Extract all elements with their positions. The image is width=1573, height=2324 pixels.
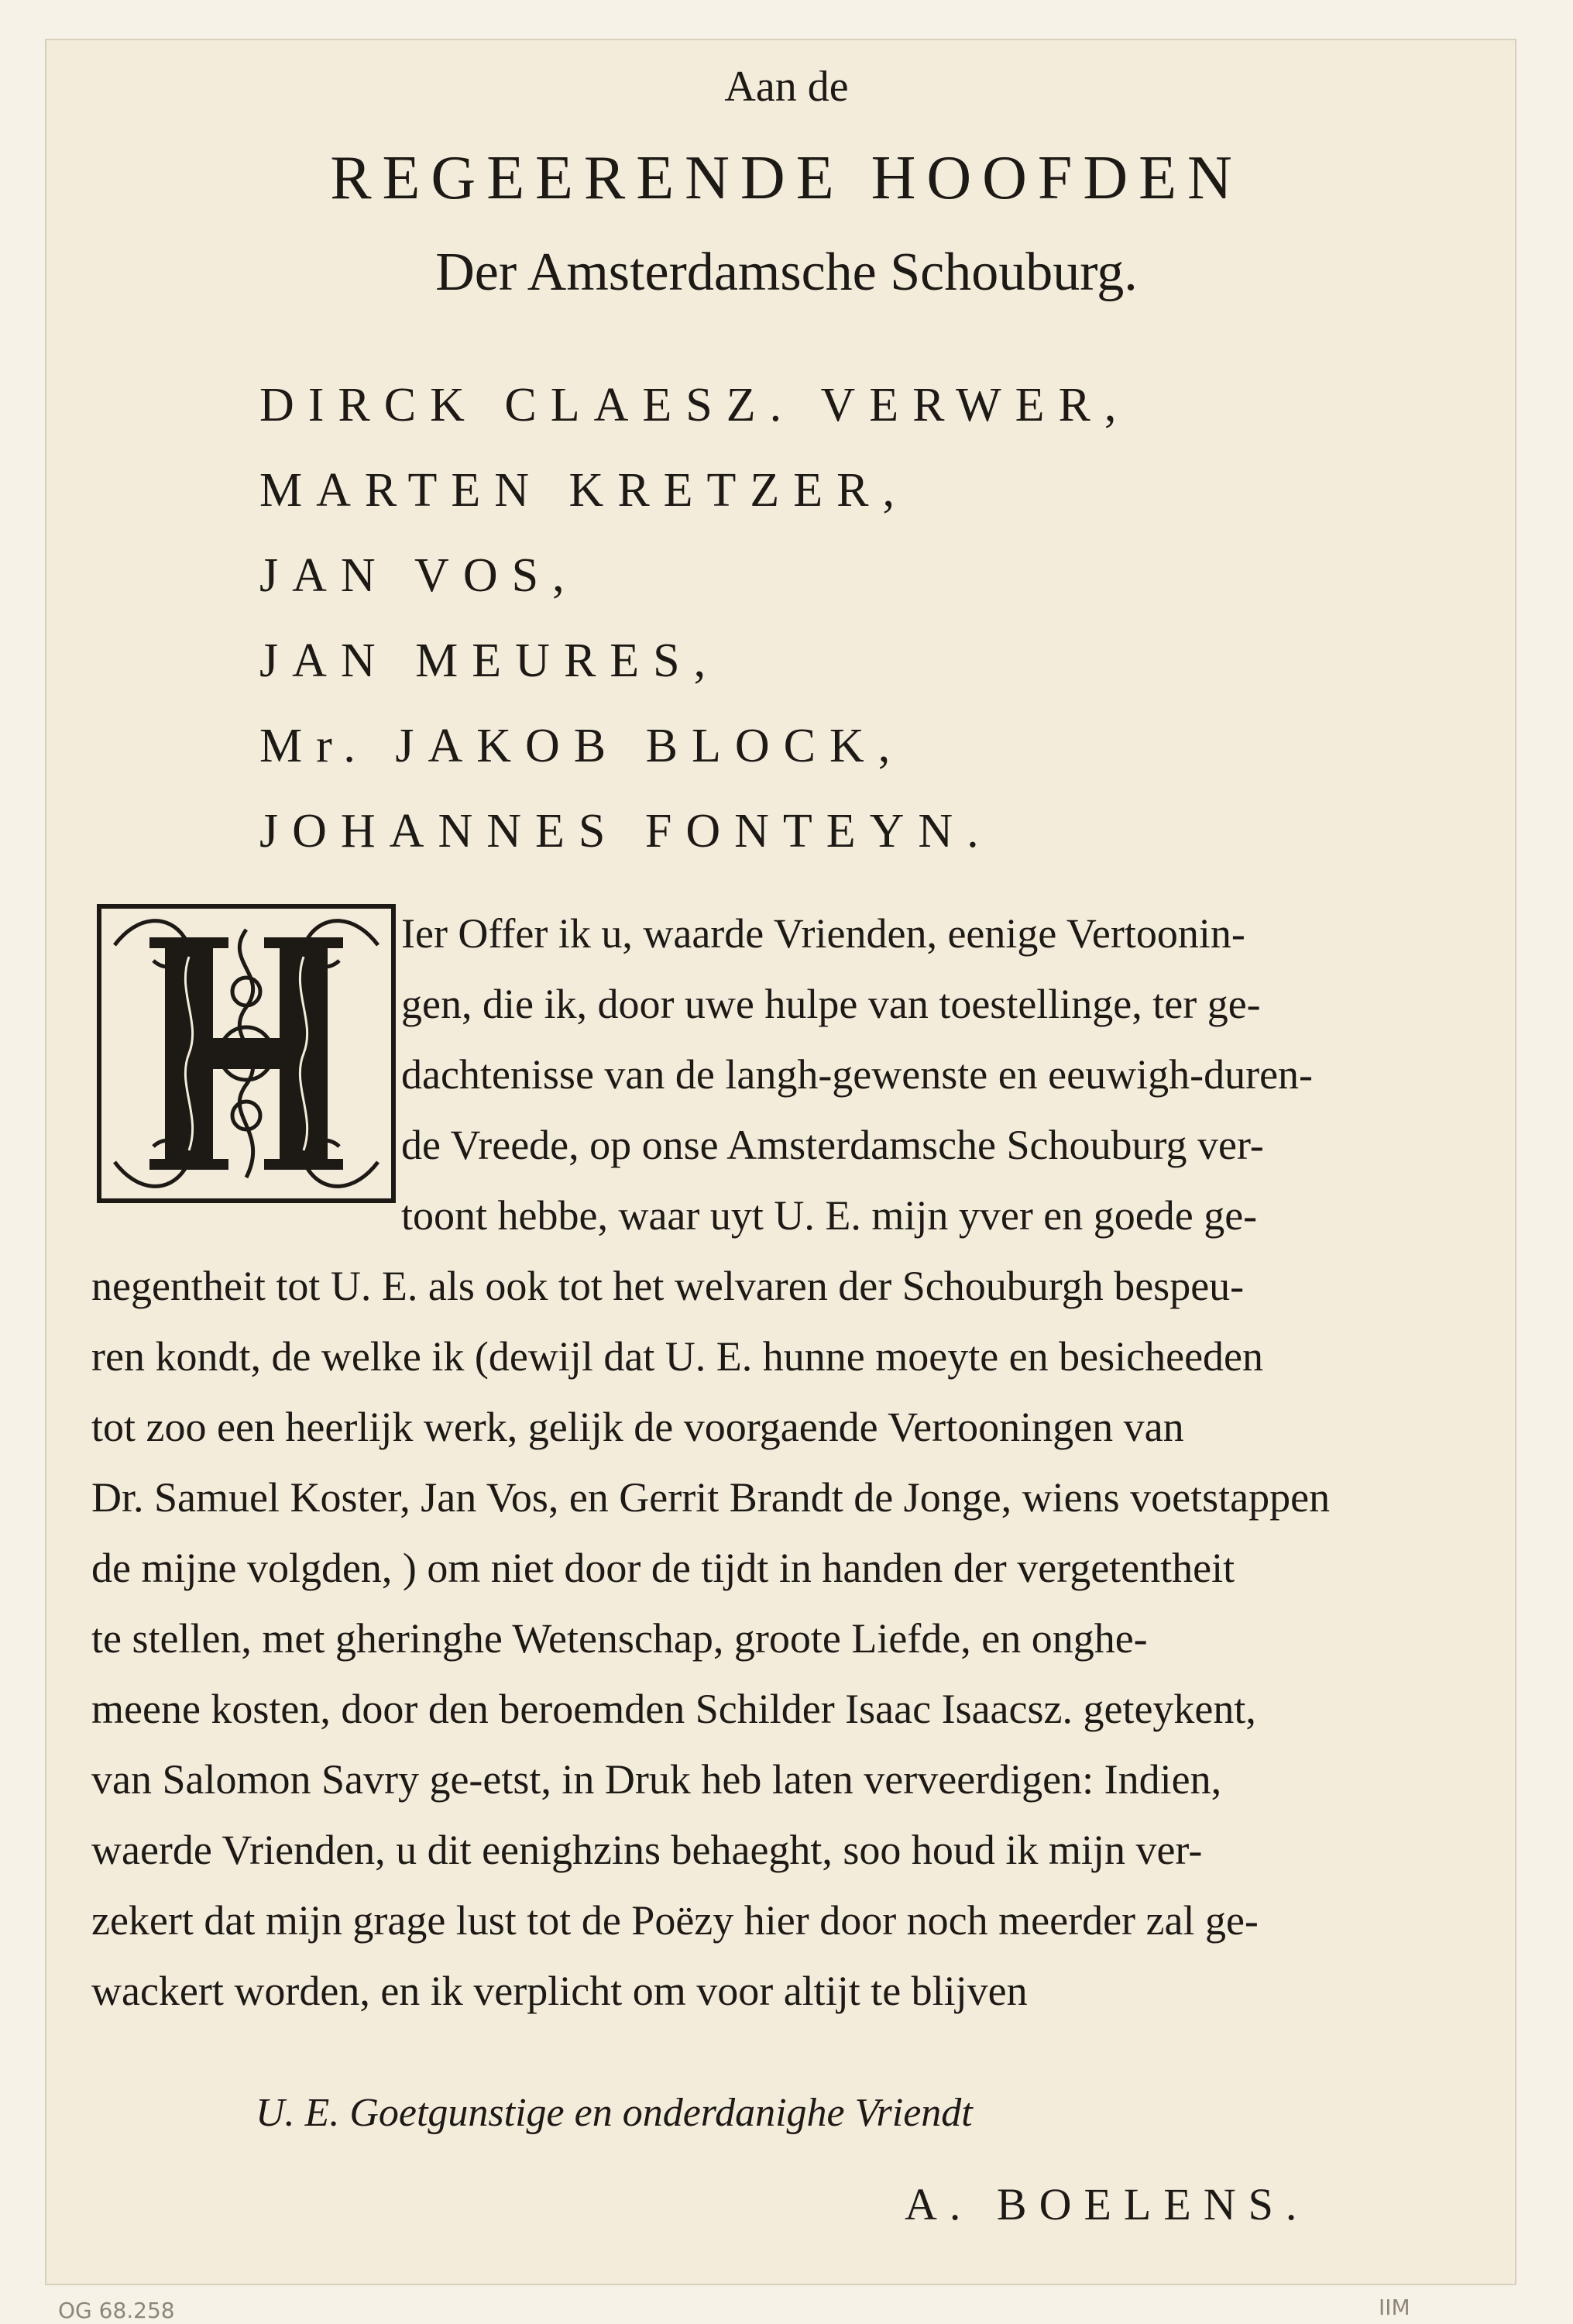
text-line: te stellen, met gheringhe Wetenschap, groote Liefde, en onghe- [91, 1615, 1148, 1662]
salutation: Aan de [724, 63, 849, 111]
regent-name: JOHANNES FONTEYN. [259, 805, 993, 858]
regent-name: JAN MEURES, [259, 634, 720, 687]
text-line: van Salomon Savry ge-etst, in Druk heb laten verveerdigen: Indien, [91, 1756, 1222, 1803]
addressee-subheading: Der Amsterdamsche Schouburg. [435, 242, 1138, 302]
text-line: meene kosten, door den beroemden Schilder Isaac Isaacsz. geteykent, [91, 1686, 1256, 1732]
margin-annotation: IIM [1379, 2295, 1410, 2320]
inventory-number: OG 68.258 [58, 2298, 175, 2323]
text-line: toont hebbe, waar uyt U. E. mijn yver en goede ge- [401, 1192, 1258, 1239]
signatory-name: A. BOELENS. [905, 2179, 1310, 2229]
text-line: gen, die ik, door uwe hulpe van toestellinge, ter ge- [401, 981, 1261, 1027]
text-line: Dr. Samuel Koster, Jan Vos, en Gerrit Brandt de Jonge, wiens voetstappen [91, 1474, 1331, 1521]
text-line: tot zoo een heerlijk werk, gelijk de voorgaende Vertooningen van [91, 1404, 1184, 1450]
addressee-heading: REGEERENDE HOOFDEN [330, 144, 1243, 212]
regent-name: DIRCK CLAESZ. VERWER, [259, 379, 1131, 431]
text-line: waerde Vrienden, u dit eenighzins behaeght, soo houd ik mijn ver- [91, 1827, 1203, 1873]
text-line: negentheit tot U. E. als ook tot het welvaren der Schouburgh bespeu- [91, 1263, 1245, 1309]
text-line: de Vreede, op onse Amsterdamsche Schouburg ver- [401, 1122, 1264, 1168]
regent-name: JAN VOS, [259, 549, 579, 602]
text-line: de mijne volgden, ) om niet door de tijdt in handen der vergetentheit [91, 1545, 1235, 1591]
regent-name: MARTEN KRETZER, [259, 464, 909, 517]
text-line: Ier Offer ik u, waarde Vrienden, eenige Vertoonin- [401, 910, 1245, 957]
text-line: wackert worden, en ik verplicht om voor altijt te blijven [91, 1968, 1028, 2014]
regents-list [259, 363, 1130, 874]
closing-line: U. E. Goetgunstige en onderdanighe Vriendt [256, 2091, 973, 2135]
text-line: zekert dat mijn grage lust tot de Poëzy hier door noch meerder zal ge- [91, 1897, 1259, 1944]
dedication-text [91, 899, 1485, 2027]
text-line: dachtenisse van de langh-gewenste en eeuwigh-duren- [401, 1051, 1314, 1098]
text-line: ren kondt, de welke ik (dewijl dat U. E. hunne moeyte en besicheeden [91, 1333, 1264, 1380]
regent-name: Mr. JAKOB BLOCK, [259, 720, 905, 772]
